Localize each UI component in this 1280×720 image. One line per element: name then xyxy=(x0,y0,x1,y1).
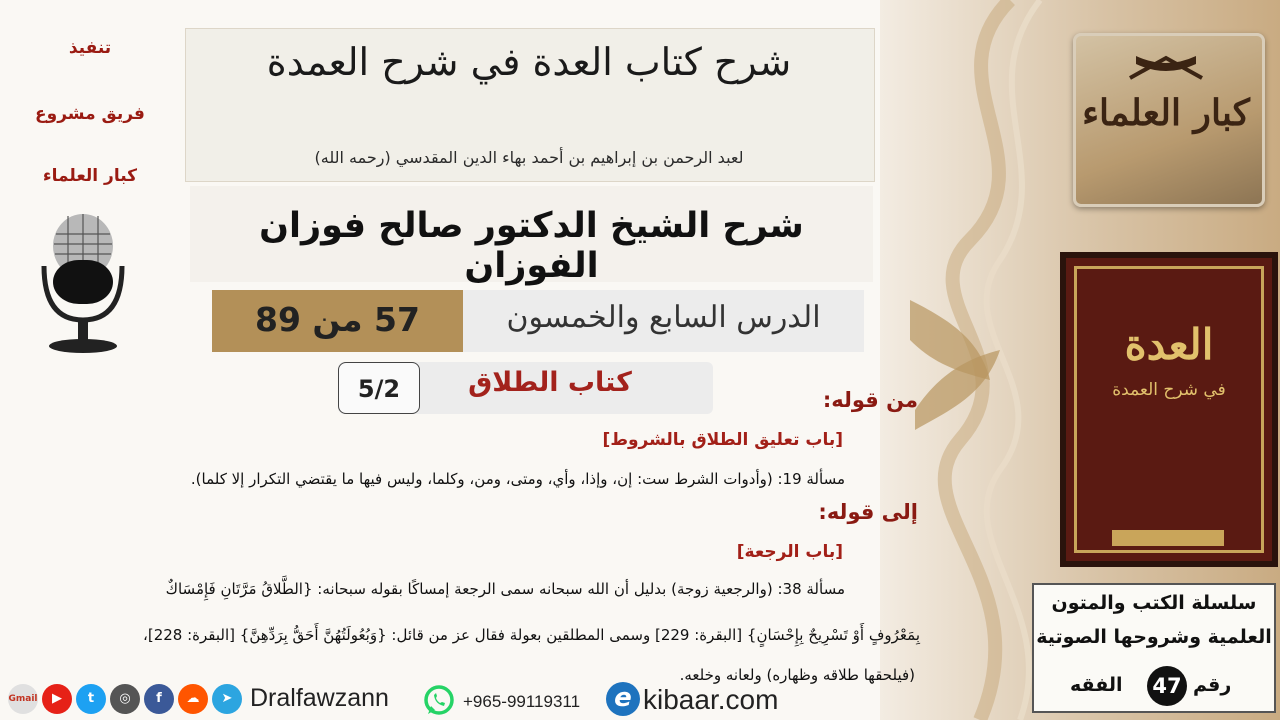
author-line: لعبد الرحمن بن إبراهيم بن أحمد بهاء الدين المقدسي (رحمه الله) xyxy=(314,148,744,167)
section-heading: [باب تعليق الطلاق بالشروط] xyxy=(602,430,843,450)
soundcloud-icon[interactable]: ☁ xyxy=(178,684,208,714)
instagram-icon[interactable]: ◎ xyxy=(110,684,140,714)
youtube-icon[interactable]: ▶ xyxy=(42,684,72,714)
phone-number[interactable]: +965-99119311 xyxy=(463,692,581,711)
sheikh-name: شرح الشيخ الدكتور صالح فوزان الفوزان xyxy=(259,206,804,286)
credit-line: كبار العلماء xyxy=(42,166,138,186)
issue-text: (فيلحقها طلاقه وظهاره) ولعانه وخلعه. xyxy=(679,666,915,684)
lesson-count: 57 من 89 xyxy=(255,300,420,339)
chapter-title: كتاب الطلاق xyxy=(468,367,632,398)
microphone-icon xyxy=(38,208,128,356)
series-line: سلسلة الكتب والمتون xyxy=(1051,592,1257,614)
website-link[interactable]: kibaar.com xyxy=(643,684,779,715)
book-title: شرح كتاب العدة في شرح العمدة xyxy=(266,40,792,84)
book-stand-icon xyxy=(1126,48,1206,84)
whatsapp-icon[interactable] xyxy=(422,684,456,718)
logo-text: كبار العلماء xyxy=(1082,92,1250,134)
site-logo-icon[interactable]: e xyxy=(606,682,640,716)
series-number-badge: 47 xyxy=(1147,666,1187,706)
issue-text: مسألة 38: (والرجعية زوجة) بدليل أن الله سبحانه سمى الرجعة إمساكًا بقوله سبحانه: {الطَّلاقُ مَرَّتَانِ فَإِمْسَاكٌ xyxy=(165,580,845,598)
issue-text: بِمَعْرُوفٍ أَوْ تَسْرِيحٌ بِإِحْسَانٍ} [البقرة: 229] وسمى المطلقين بعولة فقال عز من قائل: {وَبُعُولَتُهُنَّ أَحَقُّ بِرَدِّهِنَّ} [البقرة: 228]، xyxy=(143,626,920,644)
telegram-icon[interactable]: ➤ xyxy=(212,684,242,714)
book-cover-frame xyxy=(1074,266,1264,553)
series-number-label: رقم xyxy=(1193,674,1232,696)
credit-line: فريق مشروع xyxy=(35,104,145,124)
facebook-icon[interactable]: f xyxy=(144,684,174,714)
part-badge: 5/2 xyxy=(338,362,420,414)
lesson-title: الدرس السابع والخمسون xyxy=(506,300,821,335)
from-label: من قوله: xyxy=(822,388,918,412)
section-heading: [باب الرجعة] xyxy=(736,542,843,562)
book-cover-title: العدة xyxy=(1124,320,1214,369)
gmail-icon[interactable]: Gmail xyxy=(8,684,38,714)
twitter-icon[interactable]: t xyxy=(76,684,106,714)
series-line: العلمية وشروحها الصوتية xyxy=(1036,626,1272,648)
series-topic: الفقه xyxy=(1070,674,1123,696)
book-cover-subtitle: في شرح العمدة xyxy=(1112,380,1226,400)
book-cover-label xyxy=(1112,530,1224,546)
social-handle[interactable]: Dralfawzann xyxy=(250,684,389,712)
to-label: إلى قوله: xyxy=(818,500,918,524)
credit-line: تنفيذ xyxy=(68,38,112,58)
issue-text: مسألة 19: (وأدوات الشرط ست: إن، وإذا، وأي، ومتى، ومن، وكلما، وليس فيها ما يقتضي التكرار إلا كلما). xyxy=(190,470,845,488)
